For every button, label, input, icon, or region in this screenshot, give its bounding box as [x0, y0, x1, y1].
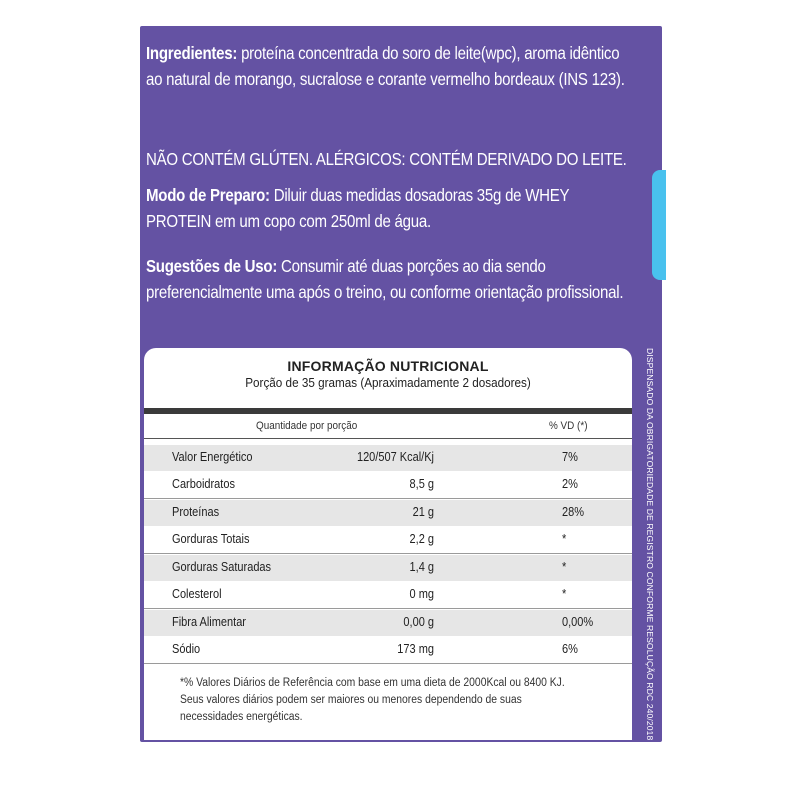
- table-row: [144, 610, 632, 636]
- footnote: [180, 675, 576, 726]
- nutrient-vd: *: [562, 587, 567, 601]
- ingredients-paragraph: [146, 40, 634, 92]
- allergen-notice: NÃO CONTÉM GLÚTEN. ALÉRGICOS: CONTÉM DERIVADO DO LEITE.: [146, 149, 627, 169]
- nutrient-vd: 6%: [562, 642, 578, 656]
- registration-notice-text: DISPENSADO DA OBRIGATORIEDADE DE REGISTRO CONFORME RESOLUÇÃO RDC 240/2018: [645, 348, 655, 741]
- nutrition-facts-box: [144, 348, 632, 740]
- header-quantity: Quantidade por porção: [256, 420, 358, 432]
- nutrient-quantity: 8,5 g: [409, 477, 434, 491]
- nutrient-vd: 7%: [562, 450, 578, 464]
- nutrient-quantity: 21 g: [412, 505, 434, 519]
- preparation-label: Modo de Preparo:: [146, 185, 270, 205]
- nutrient-quantity: 120/507 Kcal/Kj: [356, 450, 434, 464]
- serving-size: Porção de 35 gramas (Apraximadamente 2 dosadores): [245, 375, 531, 390]
- nutrient-vd: *: [562, 560, 567, 574]
- nutrient-vd: 2%: [562, 477, 578, 491]
- usage-label: Sugestões de Uso:: [146, 256, 278, 276]
- ingredients-text: proteína concentrada do soro de leite(wpc), aroma idêntico ao natural de morango, sucralose e corante vermelho bordeaux (INS 123).: [146, 43, 625, 89]
- table-row: [144, 527, 632, 554]
- footnote-reference: *% Valores Diários de Referência com base em uma dieta de 2000Kcal ou 8400 KJ.: [180, 677, 565, 689]
- nutrient-vd: 28%: [562, 505, 585, 519]
- registration-notice: [643, 348, 657, 741]
- usage-text: Consumir até duas porções ao dia sendo preferencialmente uma após o treino, ou conforme orientação profissional.: [146, 256, 624, 302]
- nutrient-vd: 0,00%: [562, 615, 594, 629]
- table-row: [144, 555, 632, 581]
- nutrient-quantity: 0 mg: [409, 587, 434, 601]
- divider-thick: [144, 408, 632, 414]
- accent-shape: [652, 170, 666, 280]
- nutrient-quantity: 173 mg: [397, 642, 434, 656]
- nutrition-title: INFORMAÇÃO NUTRICIONAL: [287, 358, 489, 374]
- table-row: [144, 445, 632, 471]
- ingredients-label: Ingredientes:: [146, 43, 238, 63]
- nutrient-quantity: 2,2 g: [409, 532, 434, 546]
- nutrient-name: Valor Energético: [172, 450, 253, 464]
- header-daily-value: % VD (*): [549, 420, 588, 432]
- nutrient-vd: *: [562, 532, 567, 546]
- table-row: [144, 582, 632, 609]
- usage-paragraph: [146, 253, 634, 305]
- nutrient-quantity: 1,4 g: [409, 560, 434, 574]
- nutrient-name: Proteínas: [172, 505, 220, 519]
- nutrient-name: Sódio: [172, 642, 201, 656]
- nutrient-name: Gorduras Saturadas: [172, 560, 272, 574]
- table-row: [144, 500, 632, 526]
- divider-header: [144, 438, 632, 439]
- table-row: [144, 472, 632, 499]
- nutrient-name: Fibra Alimentar: [172, 615, 246, 629]
- nutrient-name: Gorduras Totais: [172, 532, 250, 546]
- preparation-text: Diluir duas medidas dosadoras 35g de WHEY PROTEIN em um copo com 250ml de água.: [146, 185, 570, 231]
- footnote-disclaimer: Seus valores diários podem ser maiores ou menores dependendo de suas necessidades energéticas.: [180, 694, 522, 723]
- preparation-paragraph: [146, 182, 634, 234]
- nutrient-name: Carboidratos: [172, 477, 235, 491]
- nutrient-quantity: 0,00 g: [403, 615, 434, 629]
- table-row: [144, 637, 632, 664]
- nutrient-name: Colesterol: [172, 587, 222, 601]
